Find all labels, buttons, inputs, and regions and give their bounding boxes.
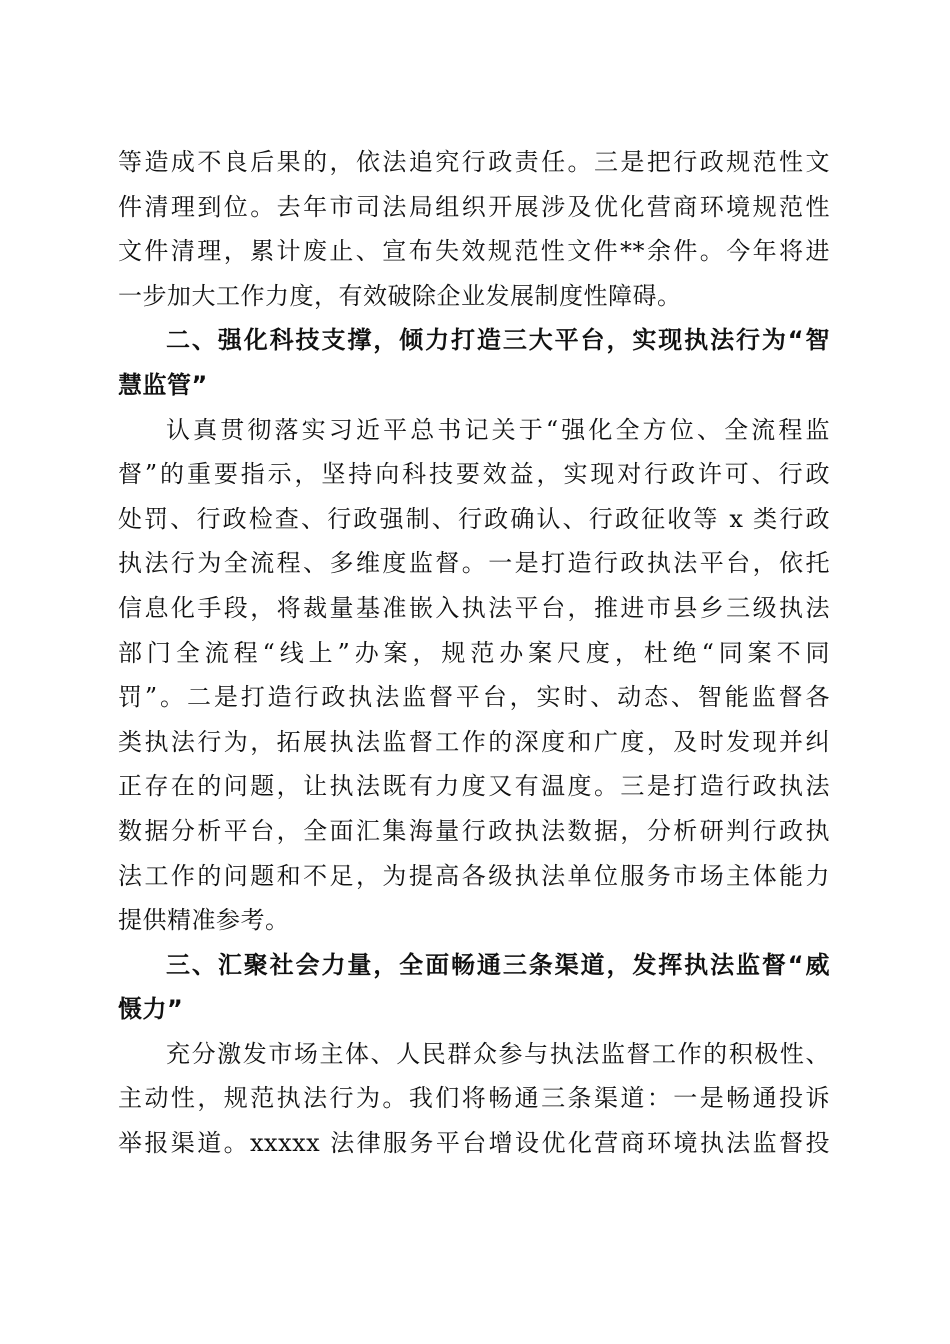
text-line: 类执法行为，拓展执法监督工作的深度和广度，及时发现并纠 xyxy=(118,727,830,756)
text-line: 督”的重要指示，坚持向科技要效益，实现对行政许可、行政 xyxy=(118,460,830,489)
section-heading-2 xyxy=(118,318,830,407)
text-line: 等造成不良后果的，依法追究行政责任。三是把行政规范性文 xyxy=(118,148,830,176)
text-line: 提供精准参考。 xyxy=(118,906,290,935)
text-line: 部门全流程“线上”办案，规范办案尺度，杜绝“同案不同 xyxy=(118,638,830,667)
text-line: 主动性，规范执法行为。我们将畅通三条渠道：一是畅通投诉 xyxy=(118,1084,830,1113)
text-line: 件清理到位。去年市司法局组织开展涉及优化营商环境规范性 xyxy=(118,192,830,221)
heading-line: 慑力” xyxy=(118,995,184,1024)
paragraph-3 xyxy=(118,1032,830,1166)
text-line: 一步加大工作力度，有效破除企业发展制度性障碍。 xyxy=(118,281,682,310)
paragraph-1 xyxy=(118,140,830,318)
text-line: 罚”。二是打造行政执法监督平台，实时、动态、智能监督各 xyxy=(118,683,830,712)
text-line: 充分激发市场主体、人民群众参与执法监督工作的积极性、 xyxy=(166,1039,830,1068)
document-body xyxy=(118,140,830,1166)
heading-line: 慧监管” xyxy=(118,370,208,399)
heading-line: 三、汇聚社会力量，全面畅通三条渠道，发挥执法监督“威 xyxy=(166,950,830,979)
paragraph-2 xyxy=(118,408,830,943)
text-line: 执法行为全流程、多维度监督。一是打造行政执法平台，依托 xyxy=(118,549,830,578)
text-line: 法工作的问题和不足，为提高各级执法单位服务市场主体能力 xyxy=(118,861,830,890)
text-line: 认真贯彻落实习近平总书记关于“强化全方位、全流程监 xyxy=(166,415,830,444)
text-line: 文件清理，累计废止、宣布失效规范性文件**余件。今年将进 xyxy=(118,237,830,266)
section-heading-3 xyxy=(118,943,830,1032)
text-line: 信息化手段，将裁量基准嵌入执法平台，推进市县乡三级执法 xyxy=(118,593,830,622)
heading-line: 二、强化科技支撑，倾力打造三大平台，实现执法行为“智 xyxy=(166,326,830,355)
text-line: 处罚、行政检查、行政强制、行政确认、行政征收等 x 类行政 xyxy=(118,504,830,533)
text-line: 数据分析平台，全面汇集海量行政执法数据，分析研判行政执 xyxy=(118,816,830,845)
text-line: 举报渠道。xxxxx 法律服务平台增设优化营商环境执法监督投 xyxy=(118,1129,830,1158)
text-line: 正存在的问题，让执法既有力度又有温度。三是打造行政执法 xyxy=(118,772,830,801)
